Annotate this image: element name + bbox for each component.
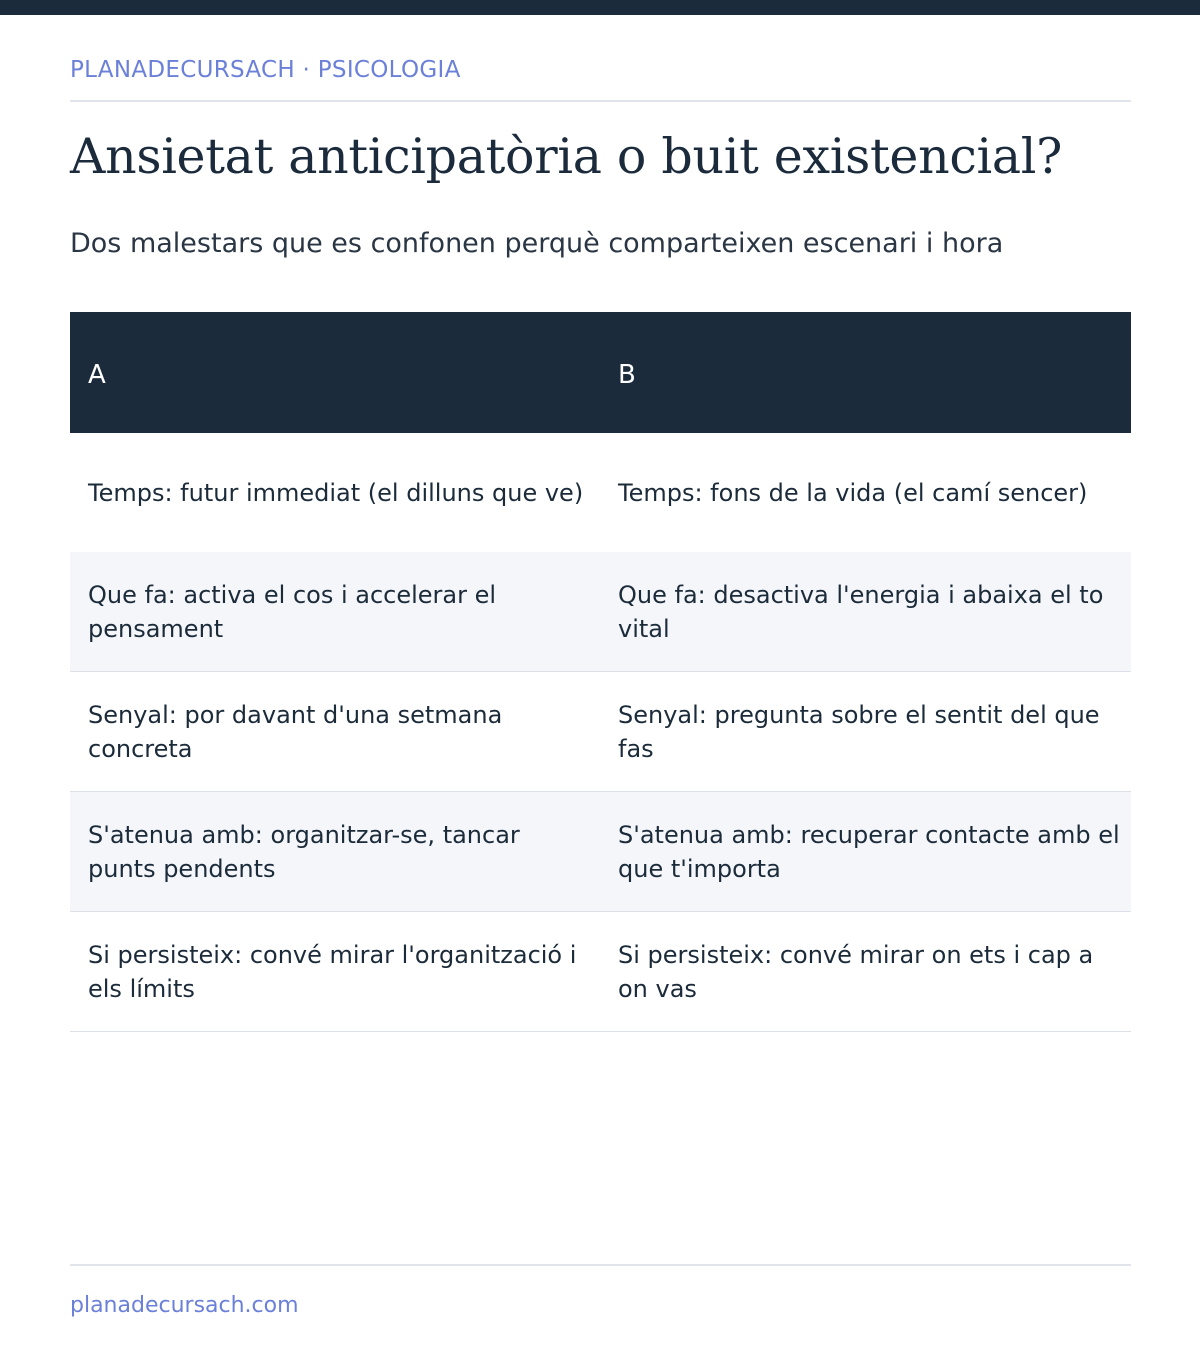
- top-bar: [0, 0, 1200, 15]
- footer-site-link[interactable]: planadecursach.com: [70, 1293, 299, 1318]
- table-cell-a: Temps: futur immediat (el dilluns que ve): [88, 478, 584, 507]
- table-cell-b: Que fa: desactiva l'energia i abaixa el to vital: [618, 580, 1104, 643]
- table-cell-b: Si persisteix: convé mirar on ets i cap a on vas: [618, 940, 1094, 1003]
- table-cell-a: S'atenua amb: organitzar-se, tancar punts pendents: [88, 820, 520, 883]
- table-row: [70, 672, 1131, 792]
- table-cell-b: S'atenua amb: recuperar contacte amb el que t'importa: [618, 820, 1120, 883]
- table-row: [70, 792, 1131, 912]
- footer-divider: [70, 1264, 1131, 1266]
- table-row: [70, 912, 1131, 1032]
- table-cell-a: Senyal: por davant d'una setmana concreta: [88, 700, 503, 763]
- brand-label: PLANADECURSACH · PSICOLOGIA: [70, 57, 461, 83]
- page-subtitle: Dos malestars que es confonen perquè comparteixen escenari i hora: [70, 228, 1004, 259]
- table-row: [70, 433, 1131, 552]
- table-cell-a: Que fa: activa el cos i accelerar el pensament: [88, 580, 497, 643]
- table-cell-a: Si persisteix: convé mirar l'organització i els límits: [88, 940, 577, 1003]
- page-title: Ansietat anticipatòria o buit existencial?: [70, 128, 1063, 185]
- table-cell-b: Temps: fons de la vida (el camí sencer): [618, 478, 1088, 507]
- table-row: [70, 552, 1131, 672]
- table-cell-b: Senyal: pregunta sobre el sentit del que fas: [618, 700, 1100, 763]
- comparison-table: [70, 312, 1131, 1032]
- column-header-b: B: [618, 359, 636, 390]
- brand-divider: [70, 100, 1131, 102]
- table-header: [70, 312, 1131, 433]
- column-header-a: A: [88, 359, 106, 390]
